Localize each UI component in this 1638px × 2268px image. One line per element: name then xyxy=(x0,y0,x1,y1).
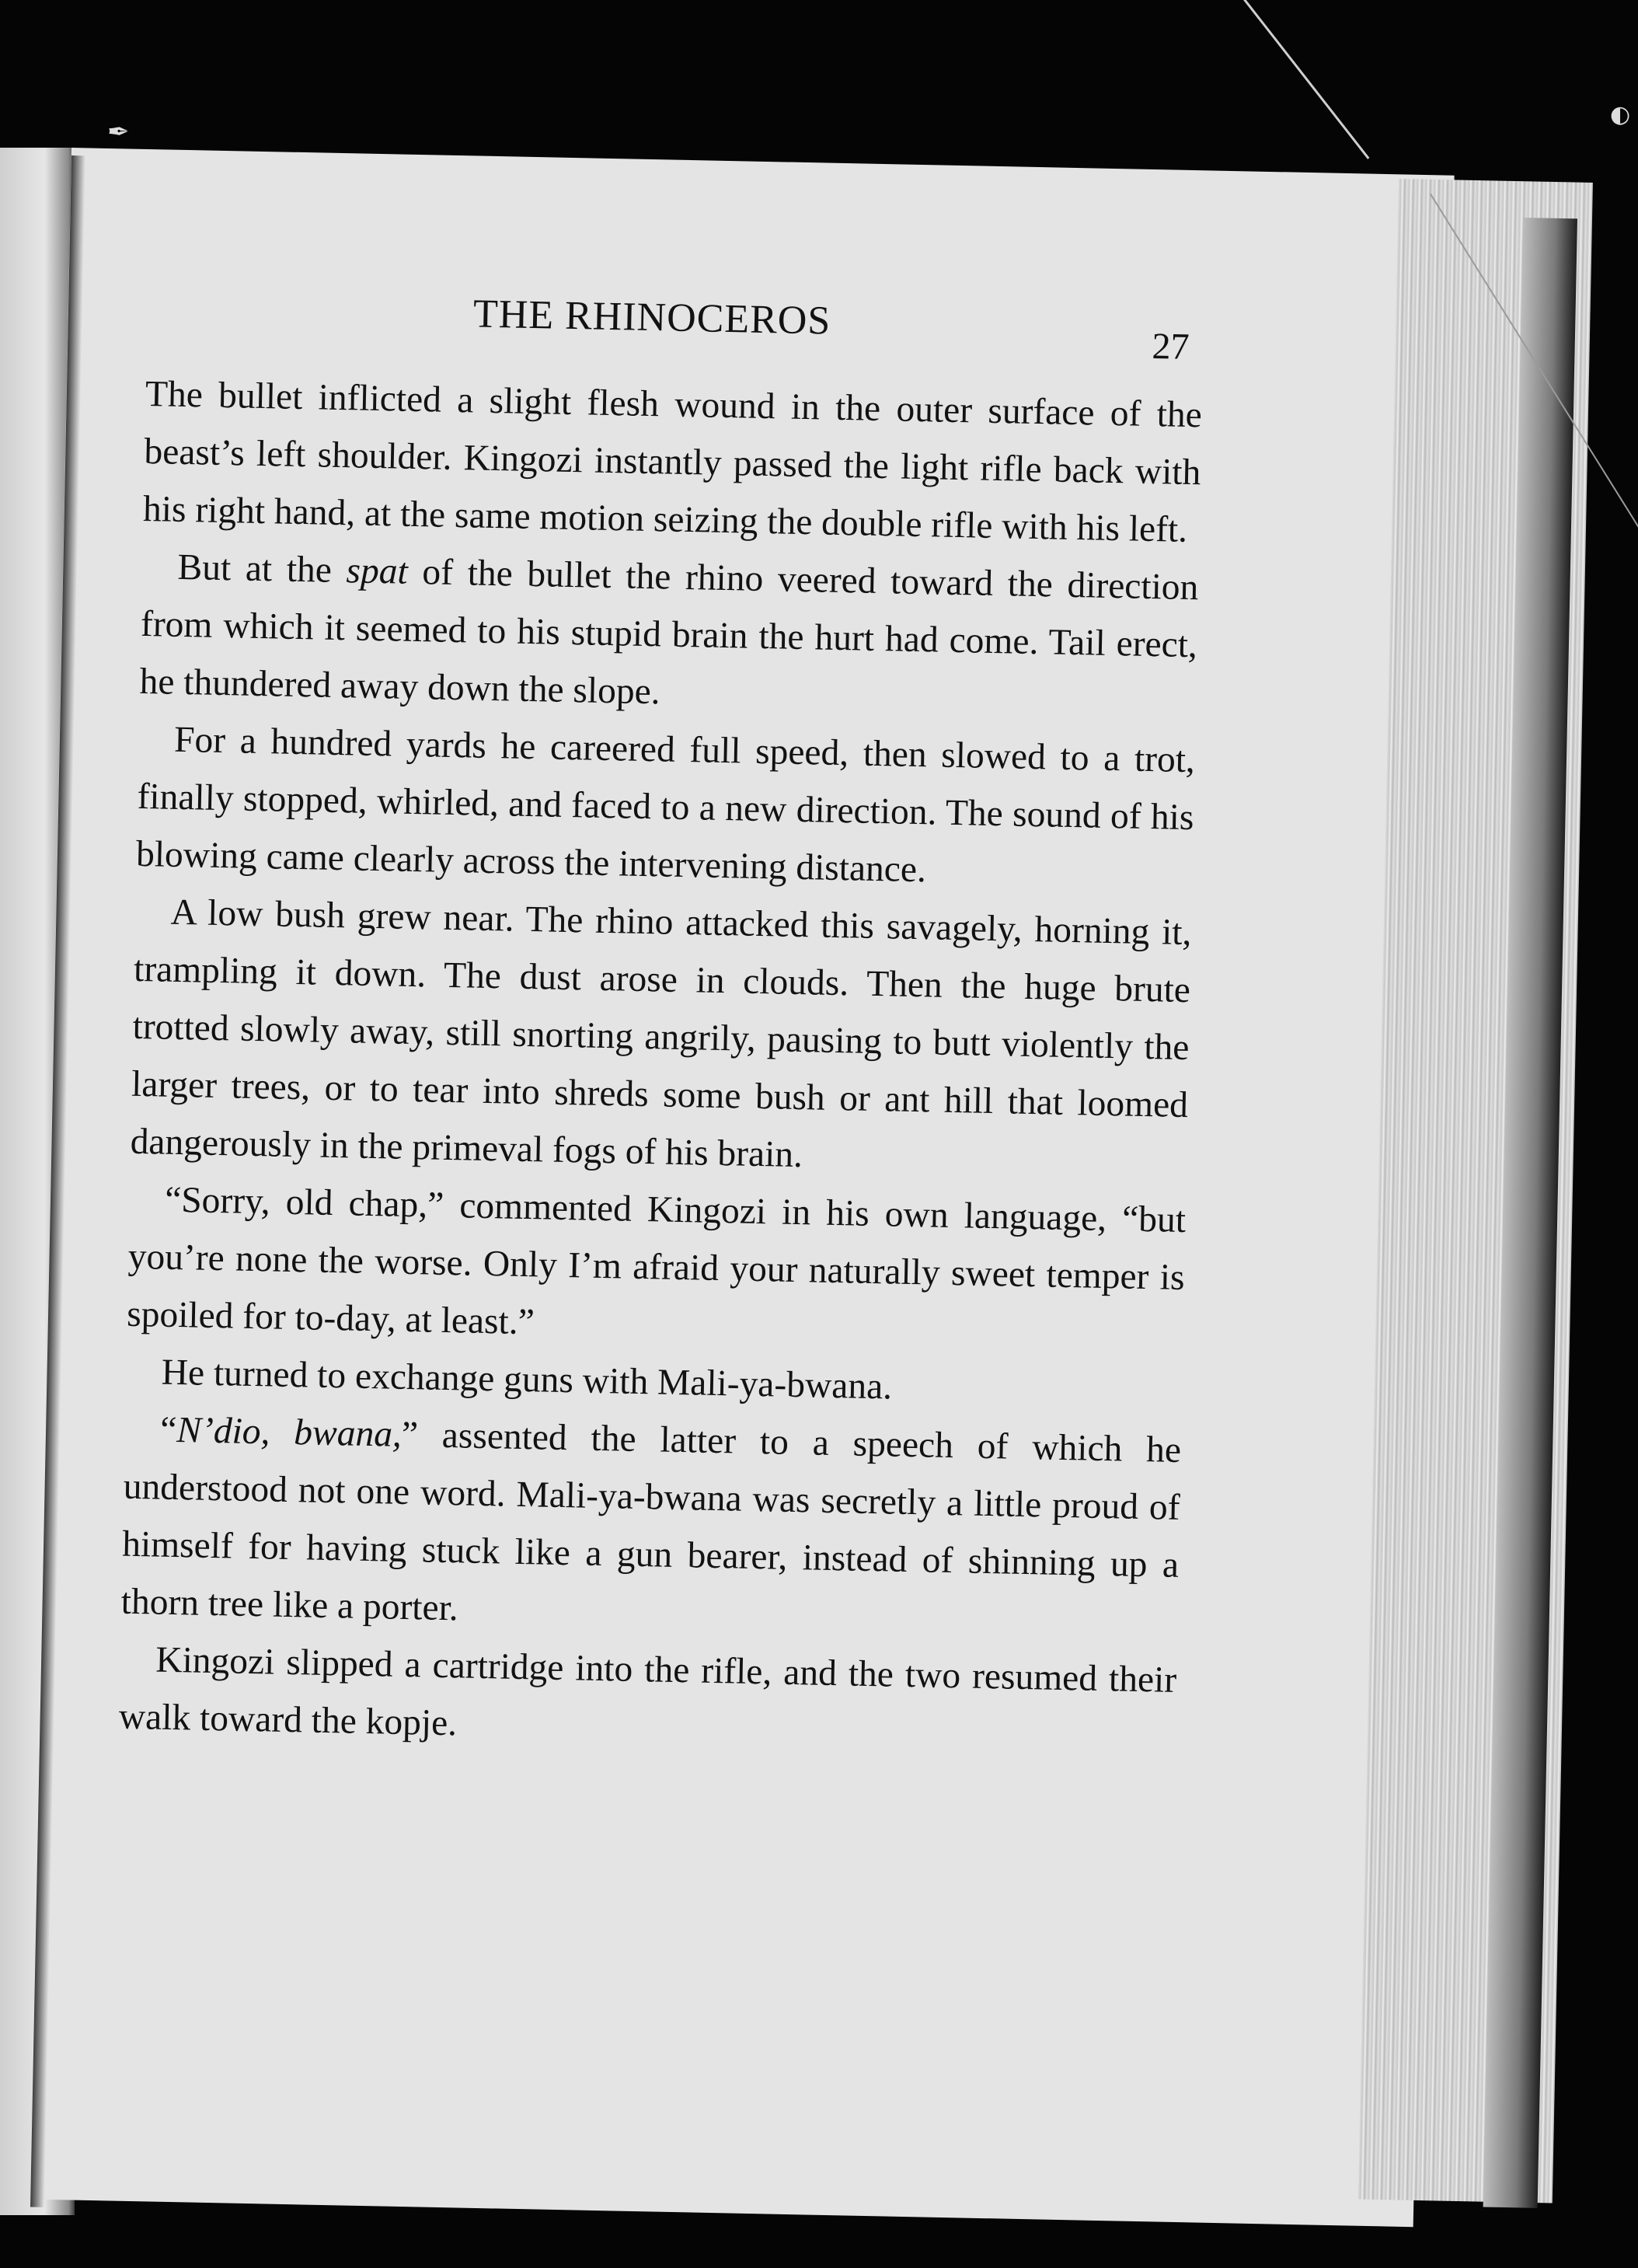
paragraph: Kingozi slipped a cartridge into the rifle, and the two resumed their walk toward the kopje. xyxy=(118,1639,1177,1744)
paragraph-text: “ xyxy=(159,1409,177,1451)
paragraph-text: But at the xyxy=(177,546,347,591)
paragraph: “Sorry, old chap,” commented Kingozi in his own language, “but you’re none the worse. Only I’m afraid your naturally sweet temper is spoiled for to-day, at least.” xyxy=(126,1179,1187,1343)
scan-artifact-line xyxy=(1243,0,1369,159)
italic-phrase: N’dio, bwana, xyxy=(176,1410,403,1455)
paragraph: The bullet inflicted a slight flesh wound in the outer surface of the beast’s left shoulder. Kingozi instantly passed the light rifle back with his right hand, at the same motion seizing the double rifle with his left. xyxy=(142,373,1203,550)
paragraph-text: of the bullet the rhino veered toward the direction from which it seemed to his stupid brain the hurt had come. Tail erect, he thundered away down the slope. xyxy=(139,551,1199,713)
paragraph: A low bush grew near. The rhino attacked this savagely, horning it, trampling it down. The dust arose in clouds. Then the huge brute trotted slowly away, still snorting angrily, pausing to butt violently the larger trees, or to tear into shreds some bush or ant hill that loomed dangerously in the primeval fogs of his brain. xyxy=(130,891,1192,1176)
corner-mark-icon: ◐ xyxy=(1610,101,1631,128)
paragraph: For a hundred yards he careered full speed, then slowed to a trot, finally stopped, whirled, and faced to a new direction. The sound of his blowing came clearly across the intervening distance. xyxy=(135,719,1196,891)
paragraph xyxy=(120,1401,1182,1652)
page-text-block xyxy=(118,280,1204,1767)
italic-word: spat xyxy=(346,550,409,592)
page-title: THE RHINOCEROS xyxy=(472,291,831,344)
paragraph-text: ” assented the latter to a speech of which he understood not one word. Mali-ya-bwana was secretly a little proud of himself for having stuck like a gun bearer, instead of shinning up a thorn tree like a porter. xyxy=(120,1414,1182,1629)
page-number: 27 xyxy=(1152,325,1190,368)
paragraph: He turned to exchange guns with Mali-ya-bwana. xyxy=(161,1352,893,1408)
paragraph xyxy=(139,538,1199,731)
corner-mark-icon: ✒ xyxy=(107,117,130,148)
